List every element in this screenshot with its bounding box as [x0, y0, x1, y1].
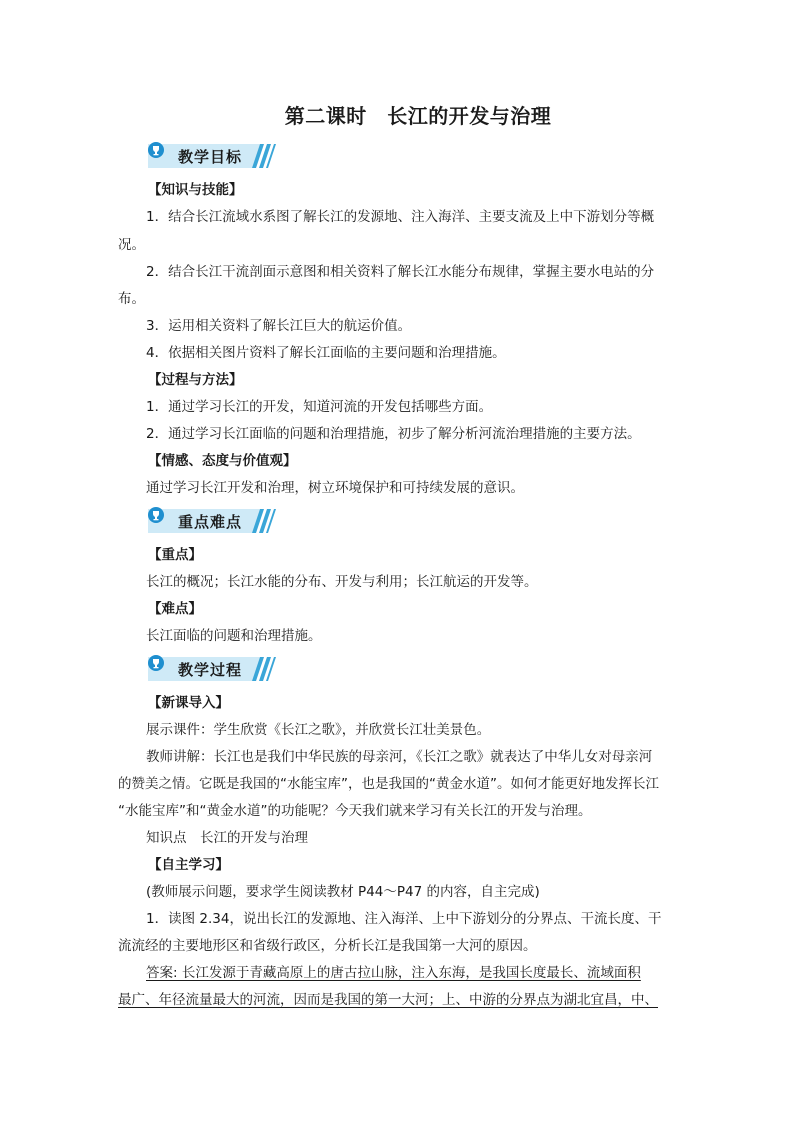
focus-text: 长江的概况；长江水能的分布、开发与利用；长江航运的开发等。 — [146, 574, 538, 590]
objective-line: 1．结合长江流域水系图了解长江的发源地、注入海洋、主要支流及上中下游划分等概 — [146, 209, 655, 225]
paragraph-line: 展示课件：学生欣赏《长江之歌》，并欣赏长江壮美景色。 — [146, 722, 491, 738]
section-banner-process — [148, 655, 276, 683]
difficulty-heading: 【难点】 — [148, 601, 202, 617]
instruction-line: (教师展示问题，要求学生阅读教材 P44～P47 的内容，自主完成) — [146, 884, 540, 900]
trophy-icon — [148, 142, 164, 158]
objective-line: 1．通过学习长江的开发，知道河流的开发包括哪些方面。 — [146, 399, 493, 415]
question-line: 1．读图 2.34，说出长江的发源地、注入海洋、上中下游划分的分界点、干流长度、干 — [146, 911, 662, 927]
objective-line: 况。 — [118, 237, 145, 253]
paragraph-line: 的赞美之情。它既是我国的“水能宝库”，也是我国的“黄金水道”。如何才能更好地发挥长江 — [118, 776, 659, 792]
objective-line: 通过学习长江开发和治理，树立环境保护和可持续发展的意识。 — [146, 480, 524, 496]
section-label: 重点难点 — [178, 513, 243, 531]
objective-line: 2．通过学习长江面临的问题和治理措施，初步了解分析河流治理措施的主要方法。 — [146, 426, 641, 442]
objective-line: 3．运用相关资料了解长江巨大的航运价值。 — [146, 318, 412, 334]
process-method-heading: 【过程与方法】 — [148, 372, 243, 388]
emotion-heading: 【情感、态度与价值观】 — [148, 453, 297, 469]
difficulty-text: 长江面临的问题和治理措施。 — [146, 628, 322, 644]
section-label: 教学过程 — [178, 661, 243, 679]
section-label: 教学目标 — [178, 148, 243, 166]
objective-line: 2．结合长江干流剖面示意图和相关资料了解长江水能分布规律，掌握主要水电站的分 — [146, 264, 655, 280]
knowledge-heading: 【知识与技能】 — [148, 182, 243, 198]
question-line: 流流经的主要地形区和省级行政区，分析长江是我国第一大河的原因。 — [118, 938, 537, 954]
answer-line: 最广、年径流量最大的河流，因而是我国的第一大河；上、中游的分界点为湖北宜昌，中、 — [118, 992, 658, 1008]
page-title: 第二课时 长江的开发与治理 — [284, 104, 552, 128]
self-study-heading: 【自主学习】 — [148, 857, 229, 873]
paragraph-line: 教师讲解：长江也是我们中华民族的母亲河，《长江之歌》就表达了中华儿女对母亲河 — [146, 749, 653, 765]
paragraph-line: “水能宝库”和“黄金水道”的功能呢？今天我们就来学习有关长江的开发与治理。 — [118, 803, 592, 819]
objective-line: 布。 — [118, 291, 145, 307]
focus-heading: 【重点】 — [148, 547, 202, 563]
intro-heading: 【新课导入】 — [148, 695, 229, 711]
section-banner-key-points — [148, 507, 276, 535]
knowledge-point: 知识点 长江的开发与治理 — [146, 830, 308, 846]
answer-line: 答案: 长江发源于青藏高原上的唐古拉山脉，注入东海，是我国长度最长、流域面积 — [146, 965, 641, 981]
trophy-icon — [148, 507, 164, 523]
objective-line: 4．依据相关图片资料了解长江面临的主要问题和治理措施。 — [146, 345, 506, 361]
section-banner-objectives — [148, 142, 276, 170]
trophy-icon — [148, 655, 164, 671]
